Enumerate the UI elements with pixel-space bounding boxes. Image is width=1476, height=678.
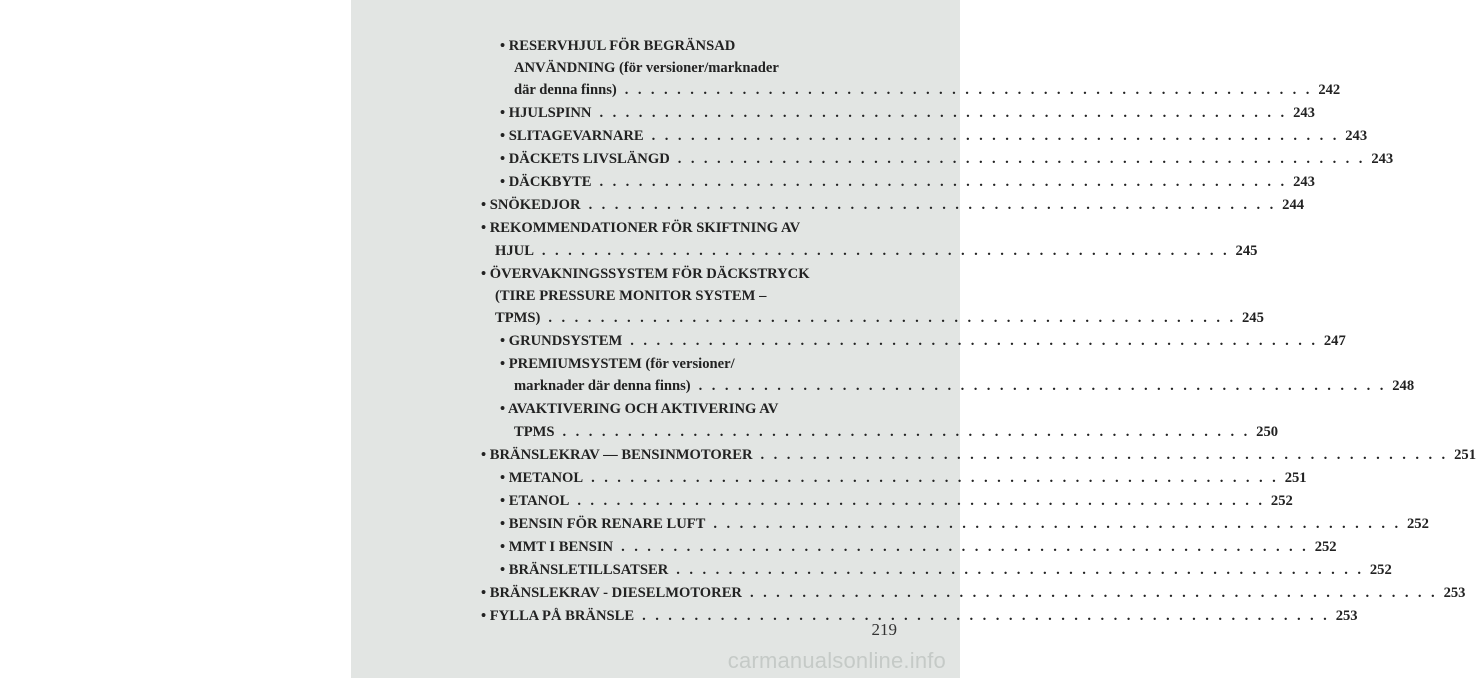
- toc-entry-text: (TIRE PRESSURE MONITOR SYSTEM –: [495, 288, 767, 304]
- toc-page-number: 245: [1235, 243, 1258, 259]
- dot-leader: . . . . . . . . . . . . . . . . . . . . . . . . . . . . . . . . . . . . . . . . . . . . . . . . . . . . .: [713, 516, 1401, 532]
- toc-entry-text: • PREMIUMSYSTEM (för versioner/: [500, 356, 735, 372]
- toc-entry-text: • BRÄNSLEKRAV - DIESELMOTORER: [481, 585, 742, 601]
- toc-entry-branslekrav-diesel[interactable]: [481, 584, 1466, 602]
- toc-entry-fylla-pa-bransle[interactable]: [481, 607, 1358, 625]
- dot-leader: . . . . . . . . . . . . . . . . . . . . . . . . . . . . . . . . . . . . . . . . . . . . . . . . . . . . .: [591, 470, 1279, 486]
- toc-entry-text: • HJULSPINN: [500, 105, 592, 121]
- dot-leader: . . . . . . . . . . . . . . . . . . . . . . . . . . . . . . . . . . . . . . . . . . . . . . . . . . . . .: [541, 243, 1230, 259]
- dot-leader: . . . . . . . . . . . . . . . . . . . . . . . . . . . . . . . . . . . . . . . . . . . . . . . . . . . . .: [760, 447, 1449, 463]
- dot-leader: . . . . . . . . . . . . . . . . . . . . . . . . . . . . . . . . . . . . . . . . . . . . . . . . . . . . .: [621, 539, 1309, 555]
- toc-entry-text: • MMT I BENSIN: [500, 539, 614, 555]
- toc-page-number: 252: [1369, 562, 1392, 578]
- toc-entry-text: HJUL: [495, 243, 534, 259]
- toc-page-number: 250: [1256, 424, 1279, 440]
- toc-entry-snokedjor[interactable]: [481, 196, 1305, 214]
- toc-page-number: 242: [1318, 82, 1341, 98]
- page-number: 219: [871, 620, 897, 639]
- toc-entry-dackets-livslangd[interactable]: [500, 150, 1394, 168]
- dot-leader: . . . . . . . . . . . . . . . . . . . . . . . . . . . . . . . . . . . . . . . . . . . . . . . . . . . . .: [548, 310, 1236, 326]
- dot-leader: . . . . . . . . . . . . . . . . . . . . . . . . . . . . . . . . . . . . . . . . . . . . . . . . . . . . .: [624, 82, 1313, 98]
- toc-entry-text: • BENSIN FÖR RENARE LUFT: [500, 516, 706, 532]
- toc-entry-text: • BRÄNSLEKRAV — BENSINMOTORER: [481, 447, 753, 463]
- toc-page-number: 243: [1371, 151, 1394, 167]
- blank-left-area: [0, 0, 351, 678]
- dot-leader: . . . . . . . . . . . . . . . . . . . . . . . . . . . . . . . . . . . . . . . . . . . . . . . . . . . . .: [651, 128, 1340, 144]
- toc-entry-text: • DÄCKETS LIVSLÄNGD: [500, 151, 670, 167]
- toc-entry-text: • DÄCKBYTE: [500, 174, 592, 190]
- manual-page: [351, 0, 1476, 678]
- toc-page-number: 248: [1392, 378, 1415, 394]
- toc-entry-dackbyte[interactable]: [500, 173, 1315, 191]
- toc-page-number: 252: [1314, 539, 1337, 555]
- toc-entry-metanol[interactable]: [500, 469, 1307, 487]
- toc-page-number: 243: [1293, 174, 1315, 190]
- toc-entry-bensin-renare-luft[interactable]: [500, 515, 1429, 533]
- toc-entry-text: • FYLLA PÅ BRÄNSLE: [481, 608, 635, 624]
- dot-leader: . . . . . . . . . . . . . . . . . . . . . . . . . . . . . . . . . . . . . . . . . . . . . . . . . . . . .: [698, 378, 1387, 394]
- toc-entry-grundsystem[interactable]: [500, 332, 1346, 350]
- toc-page-number: 243: [1293, 105, 1315, 121]
- toc-entry-avaktivering-tpms[interactable]: [514, 423, 1279, 441]
- dot-leader: . . . . . . . . . . . . . . . . . . . . . . . . . . . . . . . . . . . . . . . . . . . . . . . . . . . . .: [676, 562, 1364, 578]
- toc-entry-text: TPMS: [514, 424, 555, 440]
- toc-entry-bransletillsatser[interactable]: [500, 561, 1392, 579]
- dot-leader: . . . . . . . . . . . . . . . . . . . . . . . . . . . . . . . . . . . . . . . . . . . . . . . . . . . . .: [642, 608, 1330, 624]
- toc-page-number: 247: [1323, 333, 1346, 349]
- toc-entry-text: • GRUNDSYSTEM: [500, 333, 623, 349]
- toc-page-number: 251: [1454, 447, 1476, 463]
- dot-leader: . . . . . . . . . . . . . . . . . . . . . . . . . . . . . . . . . . . . . . . . . . . . . . . . . . . . .: [677, 151, 1366, 167]
- toc-entry-tpms[interactable]: [495, 309, 1264, 327]
- dot-leader: . . . . . . . . . . . . . . . . . . . . . . . . . . . . . . . . . . . . . . . . . . . . . . . . . . . . .: [588, 197, 1277, 213]
- watermark: carmanualsonline.info: [727, 648, 946, 673]
- toc-entry-text: • SLITAGEVARNARE: [500, 128, 644, 144]
- toc-entry-text: • ÖVERVAKNINGSSYSTEM FÖR DÄCKSTRYCK: [481, 266, 810, 282]
- toc-entry-text: • RESERVHJUL FÖR BEGRÄNSAD: [500, 38, 736, 54]
- toc-page-number: 244: [1282, 197, 1305, 213]
- dot-leader: . . . . . . . . . . . . . . . . . . . . . . . . . . . . . . . . . . . . . . . . . . . . . . . . . . . . .: [599, 174, 1288, 190]
- toc-entry-text: marknader där denna finns): [514, 378, 691, 394]
- toc-entry-mmt-i-bensin[interactable]: [500, 538, 1337, 556]
- toc-entry-text: ANVÄNDNING (för versioner/marknader: [514, 60, 779, 76]
- toc-entry-skiftning-av-hjul[interactable]: [495, 242, 1258, 260]
- dot-leader: . . . . . . . . . . . . . . . . . . . . . . . . . . . . . . . . . . . . . . . . . . . . . . . . . . . . .: [599, 105, 1288, 121]
- toc-entry-text: • BRÄNSLETILLSATSER: [500, 562, 669, 578]
- toc-entry-reservhjul[interactable]: [514, 81, 1341, 99]
- toc-page-number: 243: [1345, 128, 1368, 144]
- toc-entry-text: • AVAKTIVERING OCH AKTIVERING AV: [500, 401, 779, 417]
- dot-leader: . . . . . . . . . . . . . . . . . . . . . . . . . . . . . . . . . . . . . . . . . . . . . . . . . . . . .: [749, 585, 1438, 601]
- toc-entry-text: TPMS): [495, 310, 541, 326]
- toc-entry-slitagevarnare[interactable]: [500, 127, 1368, 145]
- dot-leader: . . . . . . . . . . . . . . . . . . . . . . . . . . . . . . . . . . . . . . . . . . . . . . . . . . . . .: [577, 493, 1265, 509]
- toc-entry-text: • METANOL: [500, 470, 584, 486]
- toc-page-number: 252: [1270, 493, 1293, 509]
- toc-page-number: 253: [1335, 608, 1358, 624]
- toc-page-number: 252: [1407, 516, 1429, 532]
- toc-page-number: 251: [1284, 470, 1307, 486]
- toc-page-number: 253: [1443, 585, 1466, 601]
- toc-entry-premiumsystem[interactable]: [514, 377, 1415, 395]
- toc-entry-text: där denna finns): [514, 82, 617, 98]
- toc-entry-hjulspinn[interactable]: [500, 104, 1315, 122]
- toc-page-number: 245: [1242, 310, 1264, 326]
- toc-entry-text: • REKOMMENDATIONER FÖR SKIFTNING AV: [481, 220, 801, 236]
- table-of-contents: [351, 0, 1476, 678]
- toc-entry-text: • SNÖKEDJOR: [481, 197, 581, 213]
- toc-entry-text: • ETANOL: [500, 493, 570, 509]
- dot-leader: . . . . . . . . . . . . . . . . . . . . . . . . . . . . . . . . . . . . . . . . . . . . . . . . . . . . .: [562, 424, 1251, 440]
- toc-entry-branslekrav-bensin[interactable]: [481, 446, 1476, 464]
- toc-entry-etanol[interactable]: [500, 492, 1293, 510]
- dot-leader: . . . . . . . . . . . . . . . . . . . . . . . . . . . . . . . . . . . . . . . . . . . . . . . . . . . . .: [630, 333, 1318, 349]
